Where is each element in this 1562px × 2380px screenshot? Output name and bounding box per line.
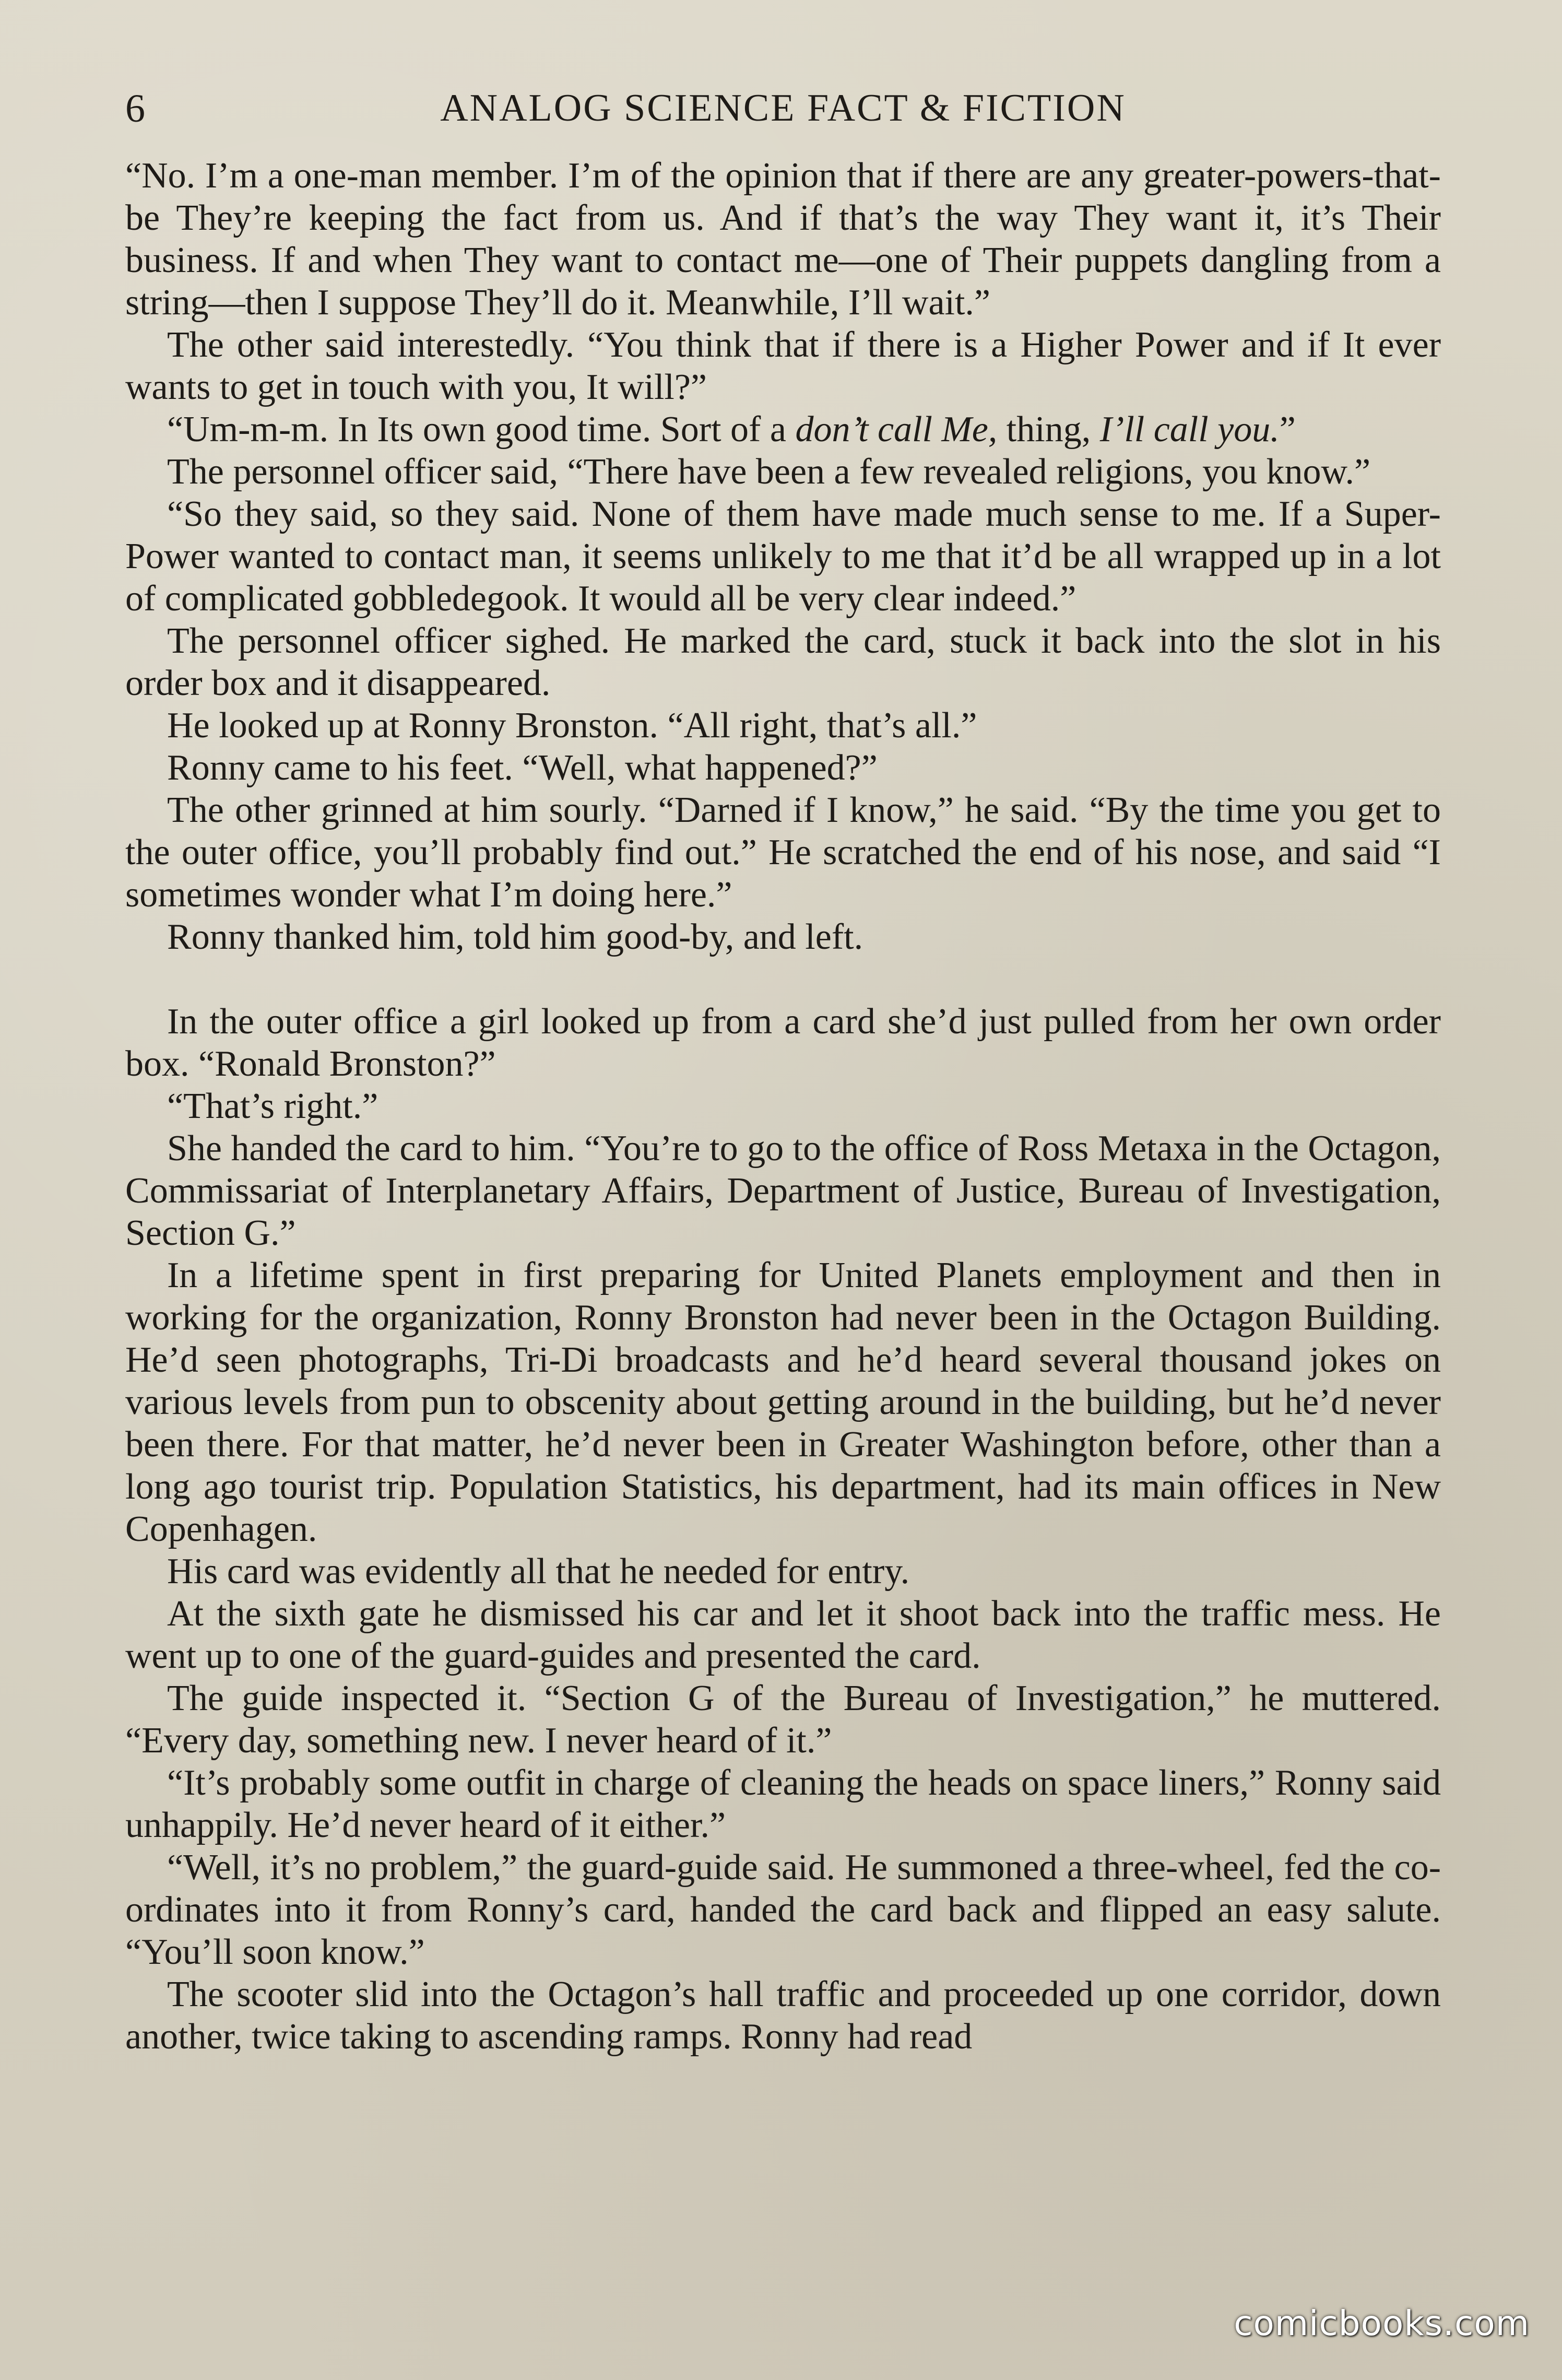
paragraph-text: In the outer office a girl looked up from a card she’d just pulled from her own order box. “Ronald Bronston?” [125,1002,1441,1084]
paragraph-text: The guide inspected it. “Section G of the Bureau of Investigation,” he muttered. “Every day, something new. I never heard of it.” [125,1678,1441,1761]
paragraph [125,1762,1441,1846]
paragraph-text: “It’s probably some outfit in charge of cleaning the heads on space liners,” Ronny said unhappily. He’d never heard of it either.” [125,1763,1441,1845]
paragraph-text: He looked up at Ronny Bronston. “All right, that’s all.” [167,705,977,746]
paragraph [125,620,1441,704]
paragraph-text: “So they said, so they said. None of them have made much sense to me. If a Super-Power wanted to contact man, it seems unlikely to me that it’d be all wrapped up in a lot of complicated gobbledegook. It would all be very clear indeed.” [125,494,1441,619]
paragraph-text: ” [1279,409,1296,450]
paragraph-text: She handed the card to him. “You’re to go to the office of Ross Metaxa in the Octagon, Commissariat of Interplanetary Affairs, Department of Justice, Bureau of Investigation, Section G.” [125,1128,1441,1253]
paragraph [125,789,1441,916]
paragraph-text: The personnel officer sighed. He marked the card, stuck it back into the slot in his order box and it disappeared. [125,621,1441,703]
paragraph-text: thing, [997,409,1100,450]
page-number: 6 [125,87,146,131]
page-header [125,86,1441,136]
paragraph [125,1973,1441,2058]
watermark: comicbooks.com [1234,2303,1530,2343]
paragraph [125,1000,1441,1085]
paragraph [125,1550,1441,1593]
paragraph-text: His card was evidently all that he needed for entry. [167,1551,910,1592]
paragraph [125,1846,1441,1973]
paragraph [125,451,1441,493]
paragraph [125,747,1441,789]
paragraph [125,1127,1441,1254]
paragraph-text: Ronny thanked him, told him good-by, and left. [167,917,863,957]
paragraph [125,1677,1441,1762]
paragraph [125,704,1441,747]
paragraph [125,324,1441,408]
paragraph-text: The other grinned at him sourly. “Darned if I know,” he said. “By the time you get to the outer office, you’ll probably find out.” He scratched the end of his nose, and said “I sometimes wonder what I’m doing here.” [125,790,1441,915]
paragraph-text: “No. I’m a one-man member. I’m of the opinion that if there are any greater-powers-that-be They’re keeping the fact from us. And if that’s the way They want it, it’s Their business. If and when They want to contact me—one of Their puppets dangling from a string—then I suppose They’ll do it. Meanwhile, I’ll wait.” [125,156,1441,323]
paragraph-text: The scooter slid into the Octagon’s hall traffic and proceeded up one corridor, down another, twice taking to ascending ramps. Ronny had read [125,1974,1441,2057]
paragraph-text: “That’s right.” [167,1086,378,1126]
paragraph [125,1254,1441,1550]
paragraph-text: “Um-m-m. In Its own good time. Sort of a [167,409,796,450]
paragraph [125,493,1441,620]
paragraph-text: At the sixth gate he dismissed his car and let it shoot back into the traffic mess. He went up to one of the guard-guides and presented the card. [125,1594,1441,1676]
italic-text: don’t call Me, [795,409,998,450]
running-title: ANALOG SCIENCE FACT & FICTION [440,87,1126,129]
paragraph [125,155,1441,324]
paragraph [125,1593,1441,1677]
italic-text: I’ll call you. [1099,409,1280,450]
paragraph-text: The personnel officer said, “There have been a few revealed religions, you know.” [167,452,1371,492]
paragraph [125,408,1441,451]
body-text [125,155,1441,2058]
paragraph [125,916,1441,958]
paragraph [125,1085,1441,1127]
paragraph-text: In a lifetime spent in first preparing for United Planets employment and then in working for the organization, Ronny Bronston had never been in the Octagon Building. He’d seen photographs, Tri-Di broadcasts and he’d heard several thousand jokes on various levels from pun to obscenity about getting around in the building, but he’d never been there. For that matter, he’d never been in Greater Washington before, other than a long ago tourist trip. Population Statistics, his department, had its main offices in New Copenhagen. [125,1255,1441,1549]
paragraph-text: Ronny came to his feet. “Well, what happened?” [167,748,878,788]
paragraph-text: The other said interestedly. “You think that if there is a Higher Power and if It ever wants to get in touch with you, It will?” [125,325,1441,407]
paragraph-text: “Well, it’s no problem,” the guard-guide said. He summoned a three-wheel, fed the co-ordinates into it from Ronny’s card, handed the card back and flipped an easy salute. “You’ll soon know.” [125,1847,1441,1972]
